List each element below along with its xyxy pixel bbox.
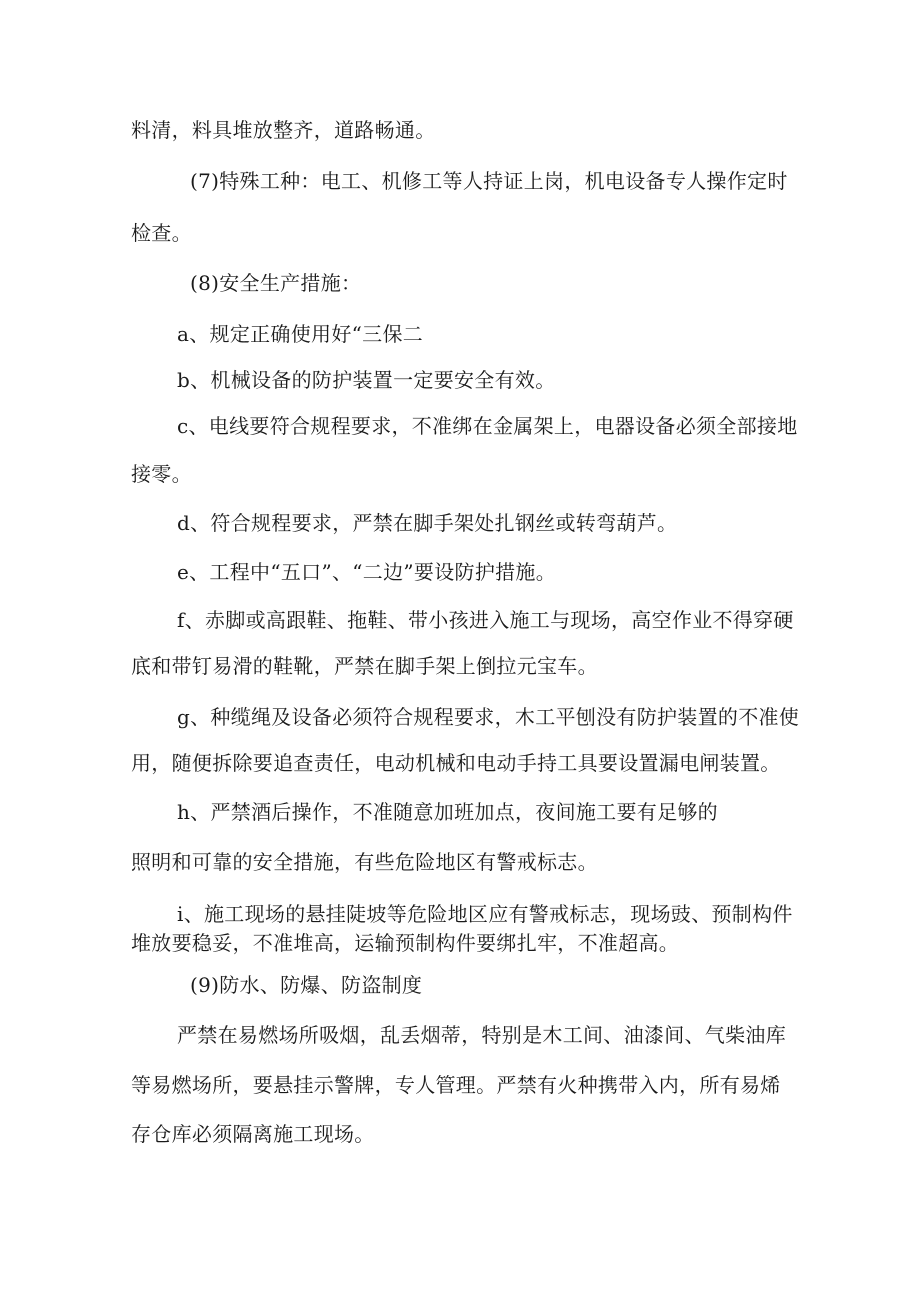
text-line: 存仓库必须隔离施工现场。 [131, 1122, 375, 1146]
text-line: 用，随便拆除要追查责任，电动机械和电动手持工具要设置漏电闸装置。 [131, 751, 781, 775]
text-line: g、种缆绳及设备必须符合规程要求，木工平刨没有防护装置的不准使 [177, 705, 800, 729]
text-line: 底和带钉易滑的鞋靴，严禁在脚手架上倒拉元宝车。 [131, 654, 598, 678]
text-line: d、符合规程要求，严禁在脚手架处扎钢丝或转弯葫芦。 [177, 511, 678, 535]
text-line: 料清，料具堆放整齐，道路畅通。 [131, 118, 436, 142]
text-line: (7)特殊工种：电工、机修工等人持证上岗，机电设备专人操作定时 [190, 169, 788, 193]
text-line: 照明和可靠的安全措施，有些危险地区有警戒标志。 [131, 850, 598, 874]
text-line: f、赤脚或高跟鞋、拖鞋、带小孩进入施工与现场，高空作业不得穿硬 [177, 608, 794, 632]
text-line: 堆放要稳妥，不准堆高，运输预制构件要绑扎牢，不准超高。 [131, 931, 680, 955]
text-line: (9)防水、防爆、防盗制度 [190, 973, 423, 997]
text-line: 等易燃场所，要悬挂示警牌，专人管理。严禁有火种携带入内，所有易烯 [131, 1073, 781, 1097]
text-line: 检查。 [131, 221, 192, 245]
text-line: i、施工现场的悬挂陡坡等危险地区应有警戒标志，现场豉、预制构件 [177, 902, 793, 926]
text-line: 接零。 [131, 462, 192, 486]
text-line: h、严禁酒后操作，不准随意加班加点，夜间施工要有足够的 [177, 800, 718, 824]
text-line: c、电线要符合规程要求，不准绑在金属架上，电器设备必须全部接地 [177, 414, 798, 438]
text-line: e、工程中“五口”、“二边”要设防护措施。 [177, 560, 557, 584]
text-line: (8)安全生产措施： [190, 271, 362, 295]
text-line: a、规定正确使用好“三保二 [177, 322, 424, 346]
text-line: b、机械设备的防护装置一定要安全有效。 [177, 368, 556, 392]
text-line: 严禁在易燃场所吸烟，乱丢烟蒂，特别是木工间、油漆间、气柴油库 [177, 1023, 786, 1047]
